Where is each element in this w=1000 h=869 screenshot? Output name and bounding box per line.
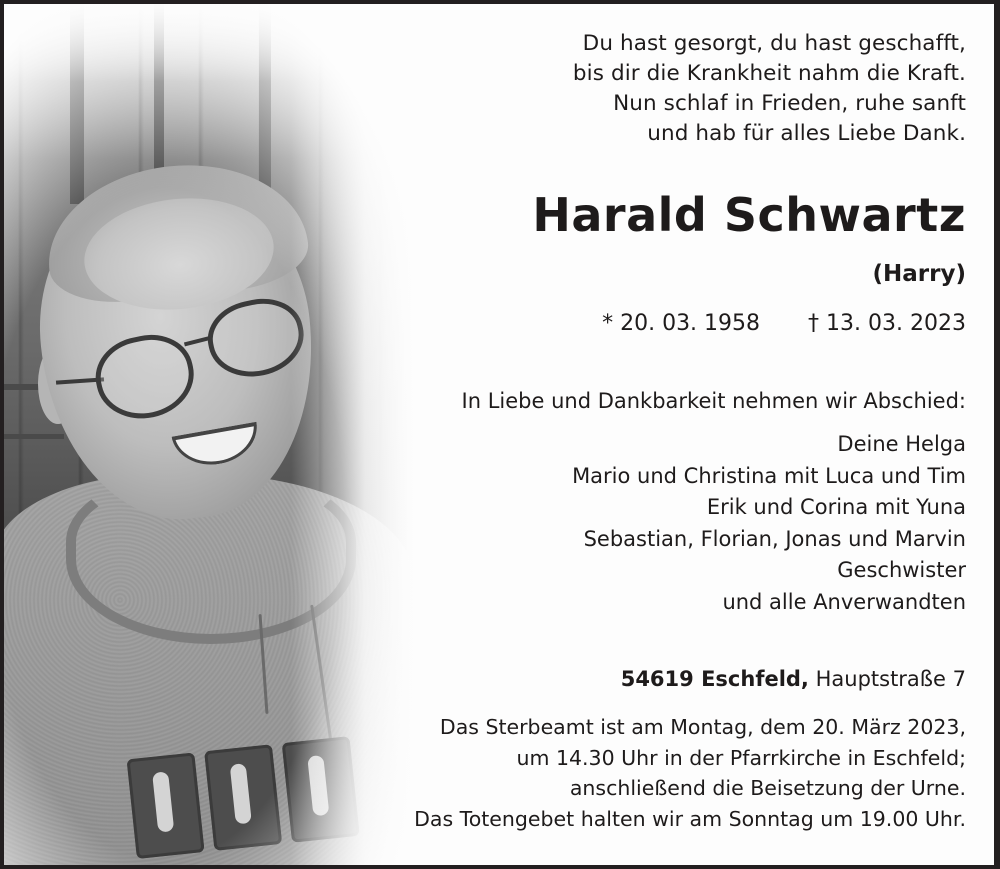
- mourners-list: [572, 429, 966, 618]
- address-street: Hauptstraße 7: [815, 667, 966, 691]
- poem-line: Nun schlaf in Frieden, ruhe sanft: [613, 91, 966, 116]
- deceased-name: Harald Schwartz: [532, 188, 966, 242]
- service-info: [414, 712, 966, 834]
- poem: [366, 29, 966, 149]
- portrait-photo: [4, 4, 414, 865]
- nickname: (Harry): [872, 261, 966, 287]
- mourner: Erik und Corina mit Yuna: [706, 495, 966, 519]
- address-city: 54619 Eschfeld,: [620, 667, 809, 691]
- farewell-line: In Liebe und Dankbarkeit nehmen wir Abschied:: [461, 389, 966, 413]
- service-line: Das Sterbeamt ist am Montag, dem 20. März 2023,: [439, 715, 966, 739]
- mourner: Sebastian, Florian, Jonas und Marvin: [583, 526, 966, 551]
- life-dates: [602, 309, 966, 339]
- birth-date: * 20. 03. 1958: [602, 311, 761, 336]
- photo-fade-overlay: [4, 4, 414, 865]
- address: [621, 664, 966, 694]
- death-date: † 13. 03. 2023: [808, 311, 966, 336]
- poem-line: Du hast gesorgt, du hast geschafft,: [582, 31, 966, 56]
- poem-line: und hab für alles Liebe Dank.: [647, 121, 966, 146]
- service-line: Das Totengebet halten wir am Sonntag um 19.00 Uhr.: [414, 806, 966, 831]
- service-line: anschließend die Beisetzung der Urne.: [569, 776, 966, 800]
- mourner: und alle Anverwandten: [722, 589, 966, 614]
- poem-line: bis dir die Krankheit nahm die Kraft.: [572, 61, 966, 86]
- mourner: Deine Helga: [837, 432, 966, 456]
- mourner: Mario und Christina mit Luca und Tim: [572, 463, 966, 488]
- service-line: um 14.30 Uhr in der Pfarrkirche in Eschfeld;: [516, 745, 966, 770]
- mourner: Geschwister: [837, 558, 966, 582]
